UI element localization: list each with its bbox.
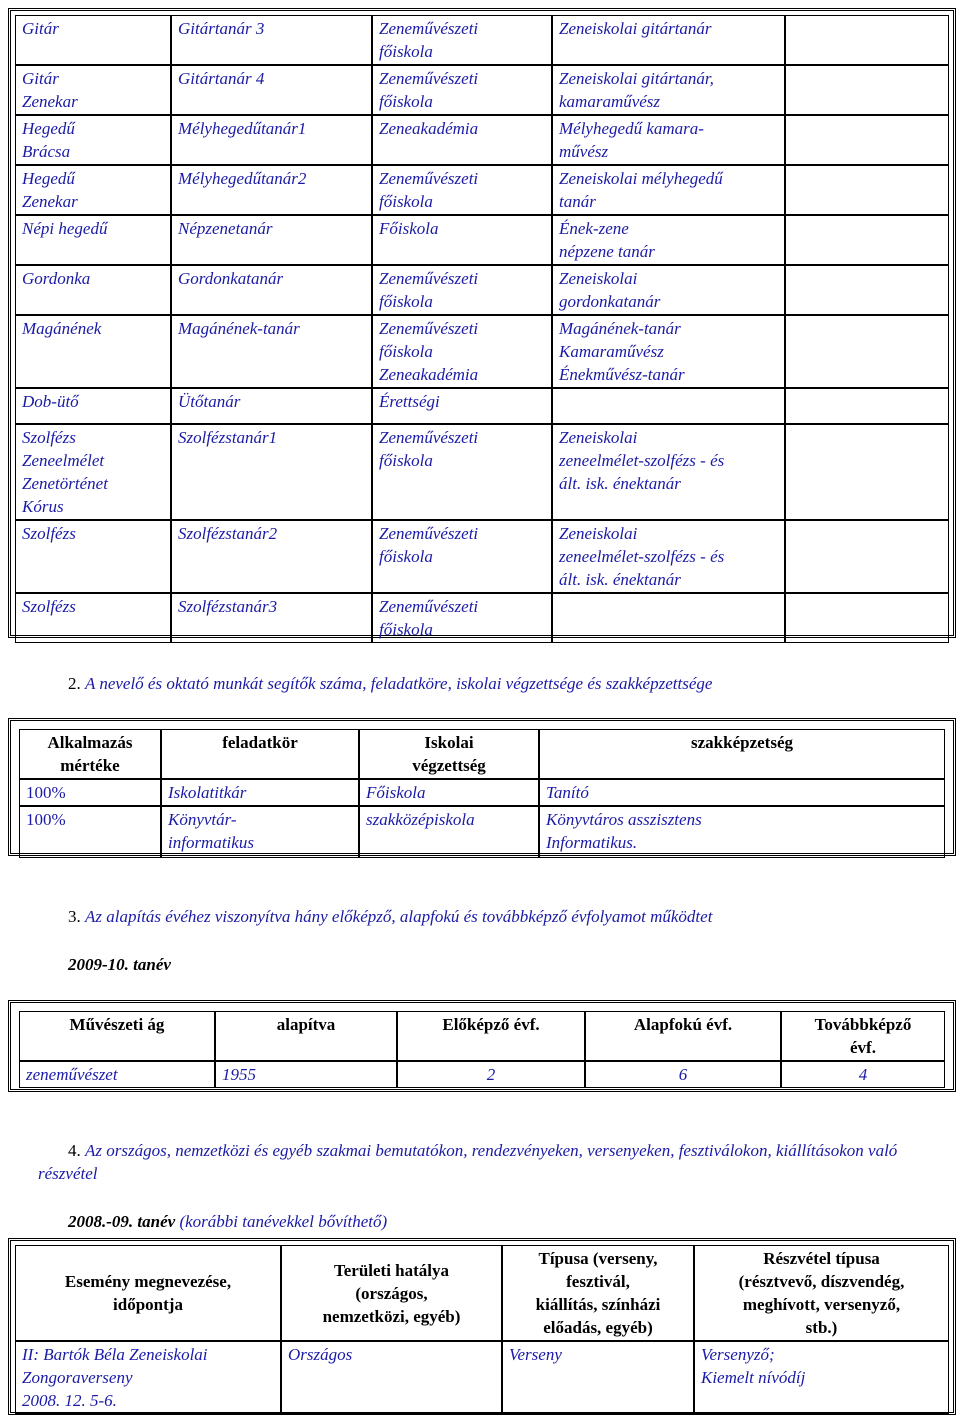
cell-preparatory: 2 bbox=[397, 1061, 585, 1088]
cell-subject: Gitár bbox=[15, 15, 171, 65]
col-header-event: Esemény megnevezése, időpontja bbox=[15, 1245, 281, 1341]
section-4-year-note: (korábbi tanévekkel bővíthető) bbox=[175, 1212, 388, 1231]
events-table bbox=[15, 1245, 949, 1414]
cell-advanced: 4 bbox=[781, 1061, 945, 1088]
section-3-title: Az alapítás évéhez viszonyítva hány előképző, alapfokú és továbbképző évfolyamot működtet bbox=[85, 907, 713, 926]
section-4-title: Az országos, nemzetközi és egyéb szakmai bemutatókon, rendezvényeken, versenyeken, fesztiválokon, kiállításokon való részvétel bbox=[38, 1141, 898, 1183]
cell-education: Főiskola bbox=[359, 779, 539, 806]
cell-event: II: Bartók Béla Zeneiskolai Zongoraverseny 2008. 12. 5-6. bbox=[15, 1341, 281, 1414]
table-row bbox=[15, 315, 949, 388]
section-4-year: 2008.-09. tanév bbox=[68, 1212, 176, 1231]
cell-qualification: Zeneiskolai gitártanár, kamaraművész bbox=[552, 65, 785, 115]
cell-subject: Gitár Zenekar bbox=[15, 65, 171, 115]
cell-employment: 100% bbox=[19, 806, 161, 858]
cell-subject: Dob-ütő bbox=[15, 388, 171, 424]
table-row bbox=[15, 165, 949, 215]
section-2-number: 2. bbox=[68, 674, 81, 693]
cell-subject: Hegedű Zenekar bbox=[15, 165, 171, 215]
cell-education: Zeneakadémia bbox=[372, 115, 552, 165]
section-4-year-line bbox=[68, 1210, 387, 1233]
grades-table-frame bbox=[8, 1000, 956, 1092]
table-row bbox=[15, 115, 949, 165]
cell-education: Zeneművészeti főiskola bbox=[372, 65, 552, 115]
cell-education: Zeneművészeti főiskola bbox=[372, 15, 552, 65]
cell-participation: Versenyző; Kiemelt nívódíj bbox=[694, 1341, 949, 1414]
table-row bbox=[15, 215, 949, 265]
cell-empty bbox=[785, 115, 949, 165]
table-row bbox=[15, 593, 949, 643]
cell-teacher: Mélyhegedűtanár1 bbox=[171, 115, 372, 165]
cell-teacher: Ütőtanár bbox=[171, 388, 372, 424]
cell-teacher: Magánének-tanár bbox=[171, 315, 372, 388]
cell-qualification bbox=[552, 593, 785, 643]
cell-art: zeneművészet bbox=[19, 1061, 215, 1088]
cell-role: Könyvtár- informatikus bbox=[161, 806, 359, 858]
cell-teacher: Szolfézstanár1 bbox=[171, 424, 372, 520]
col-header-scope: Területi hatálya (országos, nemzetközi, egyéb) bbox=[281, 1245, 502, 1341]
cell-empty bbox=[785, 15, 949, 65]
cell-subject: Hegedű Brácsa bbox=[15, 115, 171, 165]
cell-qualification: Zeneiskolai gordonkatanár bbox=[552, 265, 785, 315]
col-header-employment: Alkalmazás mértéke bbox=[19, 729, 161, 779]
cell-qualification: Ének-zene népzene tanár bbox=[552, 215, 785, 265]
cell-teacher: Gitártanár 3 bbox=[171, 15, 372, 65]
cell-subject: Szolfézs bbox=[15, 520, 171, 593]
cell-education: Érettségi bbox=[372, 388, 552, 424]
cell-qualification: Zeneiskolai mélyhegedű tanár bbox=[552, 165, 785, 215]
cell-subject: Magánének bbox=[15, 315, 171, 388]
cell-founded: 1955 bbox=[215, 1061, 397, 1088]
cell-subject: Szolfézs bbox=[15, 593, 171, 643]
col-header-art: Művészeti ág bbox=[19, 1011, 215, 1061]
support-staff-table-frame bbox=[8, 718, 956, 856]
section-4-heading bbox=[38, 1139, 928, 1185]
cell-subject: Népi hegedű bbox=[15, 215, 171, 265]
support-staff-table bbox=[19, 729, 945, 858]
cell-education: Zeneművészeti főiskola bbox=[372, 593, 552, 643]
staff-table-frame bbox=[8, 8, 956, 638]
cell-scope: Országos bbox=[281, 1341, 502, 1414]
col-header-education: Iskolai végzettség bbox=[359, 729, 539, 779]
section-4-number: 4. bbox=[68, 1141, 81, 1160]
cell-education: Főiskola bbox=[372, 215, 552, 265]
section-3-year: 2009-10. tanév bbox=[68, 955, 171, 974]
cell-qualification: Tanító bbox=[539, 779, 945, 806]
section-3-number: 3. bbox=[68, 907, 81, 926]
cell-qualification: Könyvtáros asszisztens Informatikus. bbox=[539, 806, 945, 858]
cell-teacher: Szolfézstanár2 bbox=[171, 520, 372, 593]
cell-empty bbox=[785, 265, 949, 315]
cell-qualification bbox=[552, 388, 785, 424]
cell-empty bbox=[785, 315, 949, 388]
cell-empty bbox=[785, 593, 949, 643]
table-row bbox=[15, 424, 949, 520]
table-row bbox=[15, 1341, 949, 1414]
cell-qualification: Zeneiskolai zeneelmélet-szolfézs - és ált. isk. énektanár bbox=[552, 520, 785, 593]
col-header-preparatory: Előképző évf. bbox=[397, 1011, 585, 1061]
table-row bbox=[15, 65, 949, 115]
cell-teacher: Gitártanár 4 bbox=[171, 65, 372, 115]
col-header-founded: alapítva bbox=[215, 1011, 397, 1061]
table-row bbox=[15, 388, 949, 424]
table-row bbox=[15, 15, 949, 65]
cell-subject: Gordonka bbox=[15, 265, 171, 315]
cell-empty bbox=[785, 215, 949, 265]
cell-empty bbox=[785, 165, 949, 215]
cell-education: Zeneművészeti főiskola bbox=[372, 265, 552, 315]
cell-qualification: Zeneiskolai zeneelmélet-szolfézs - és ált. isk. énektanár bbox=[552, 424, 785, 520]
cell-teacher: Gordonkatanár bbox=[171, 265, 372, 315]
table-row bbox=[19, 1061, 945, 1088]
cell-education: szakközépiskola bbox=[359, 806, 539, 858]
staff-table bbox=[15, 15, 949, 643]
table-row bbox=[19, 779, 945, 806]
cell-qualification: Mélyhegedű kamara- művész bbox=[552, 115, 785, 165]
table-row bbox=[19, 806, 945, 858]
cell-empty bbox=[785, 65, 949, 115]
cell-education: Zeneművészeti főiskola bbox=[372, 424, 552, 520]
cell-empty bbox=[785, 520, 949, 593]
cell-empty bbox=[785, 388, 949, 424]
cell-teacher: Mélyhegedűtanár2 bbox=[171, 165, 372, 215]
cell-empty bbox=[785, 424, 949, 520]
section-3-heading bbox=[68, 905, 948, 928]
cell-education: Zeneművészeti főiskola bbox=[372, 165, 552, 215]
cell-subject: Szolfézs Zeneelmélet Zenetörténet Kórus bbox=[15, 424, 171, 520]
col-header-type: Típusa (verseny, fesztivál, kiállítás, színházi előadás, egyéb) bbox=[502, 1245, 694, 1341]
cell-education: Zeneművészeti főiskola bbox=[372, 520, 552, 593]
cell-teacher: Népzenetanár bbox=[171, 215, 372, 265]
cell-role: Iskolatitkár bbox=[161, 779, 359, 806]
col-header-qualification: szakképzetség bbox=[539, 729, 945, 779]
cell-qualification: Magánének-tanár Kamaraművész Énekművész-tanár bbox=[552, 315, 785, 388]
grades-table bbox=[19, 1011, 945, 1088]
col-header-role: feladatkör bbox=[161, 729, 359, 779]
section-2-title: A nevelő és oktató munkát segítők száma, feladatköre, iskolai végzettsége és szakképzettsége bbox=[85, 674, 713, 693]
cell-teacher: Szolfézstanár3 bbox=[171, 593, 372, 643]
col-header-participation: Részvétel típusa (résztvevő, díszvendég, meghívott, versenyző, stb.) bbox=[694, 1245, 949, 1341]
section-2-heading bbox=[68, 672, 948, 695]
cell-type: Verseny bbox=[502, 1341, 694, 1414]
cell-employment: 100% bbox=[19, 779, 161, 806]
table-row bbox=[15, 265, 949, 315]
table-row bbox=[15, 520, 949, 593]
events-table-frame bbox=[8, 1238, 956, 1415]
cell-education: Zeneművészeti főiskola Zeneakadémia bbox=[372, 315, 552, 388]
cell-qualification: Zeneiskolai gitártanár bbox=[552, 15, 785, 65]
cell-basic: 6 bbox=[585, 1061, 781, 1088]
col-header-basic: Alapfokú évf. bbox=[585, 1011, 781, 1061]
col-header-advanced: Továbbképző évf. bbox=[781, 1011, 945, 1061]
